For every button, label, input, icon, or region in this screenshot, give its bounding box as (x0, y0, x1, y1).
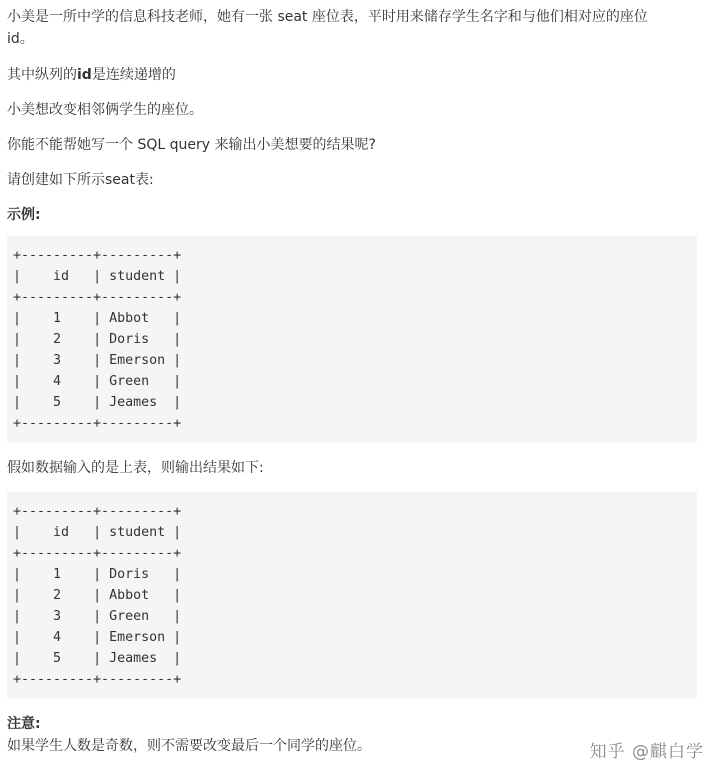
output-table-block (7, 492, 712, 699)
note-label: 注意: (7, 716, 41, 732)
example-label: 示例: (7, 207, 41, 223)
output-table-code: +---------+---------+ | id | student | +---------+---------+ | 1 | Doris | | 2 | Abbot | | 3 | Green | | 4 | Emerson | | 5 | Jeames | +---------+---------+ (7, 492, 697, 699)
input-table-block (7, 236, 712, 443)
table-cell-student: Abbot (101, 311, 174, 326)
table-cell-student: Doris (101, 332, 174, 347)
intro-line-2: id。 (7, 31, 34, 47)
table-header-student: student (101, 269, 174, 284)
table-cell-student: Abbot (101, 588, 174, 603)
table-header-student: student (101, 525, 174, 540)
table-header-id: id (21, 525, 94, 540)
table-cell-student: Green (101, 609, 174, 624)
watermark-logo: 知乎 @麒白学 (589, 742, 704, 762)
intro-line-1: 小美是一所中学的信息科技老师，她有一张 seat 座位表，平时用来储存学生名字和与他们相对应的座位 (7, 9, 648, 25)
question-paragraph: 你能不能帮她写一个 SQL query 来输出小美想要的结果呢? (7, 137, 376, 153)
table-cell-student: Doris (101, 567, 174, 582)
table-header-id: id (21, 269, 94, 284)
table-cell-id: 5 (21, 651, 94, 666)
id-note-bold: id (77, 67, 92, 83)
table-cell-id: 3 (21, 353, 94, 368)
table-cell-student: Jeames (101, 651, 174, 666)
id-note-suffix: 是连续递增的 (91, 67, 176, 83)
table-cell-student: Emerson (101, 630, 174, 645)
table-cell-student: Jeames (101, 395, 174, 410)
id-note-paragraph (7, 64, 712, 86)
intro-paragraph (7, 6, 712, 50)
create-paragraph: 请创建如下所示seat表: (7, 172, 154, 188)
table-cell-id: 5 (21, 395, 94, 410)
table-cell-id: 3 (21, 609, 94, 624)
table-cell-student: Emerson (101, 353, 174, 368)
table-cell-id: 2 (21, 332, 94, 347)
table-cell-id: 4 (21, 374, 94, 389)
output-intro-paragraph: 假如数据输入的是上表，则输出结果如下: (7, 460, 264, 476)
swap-paragraph: 小美想改变相邻俩学生的座位。 (7, 102, 203, 118)
table-cell-id: 1 (21, 567, 94, 582)
table-cell-id: 4 (21, 630, 94, 645)
article-content (7, 6, 712, 757)
input-table-code: +---------+---------+ | id | student | +---------+---------+ | 1 | Abbot | | 2 | Doris | | 3 | Emerson | | 4 | Green | | 5 | Jeames | +---------+---------+ (7, 236, 697, 443)
table-cell-id: 1 (21, 311, 94, 326)
note-text: 如果学生人数是奇数，则不需要改变最后一个同学的座位。 (7, 738, 371, 754)
id-note-prefix: 其中纵列的 (7, 67, 77, 83)
table-cell-id: 2 (21, 588, 94, 603)
table-cell-student: Green (101, 374, 174, 389)
